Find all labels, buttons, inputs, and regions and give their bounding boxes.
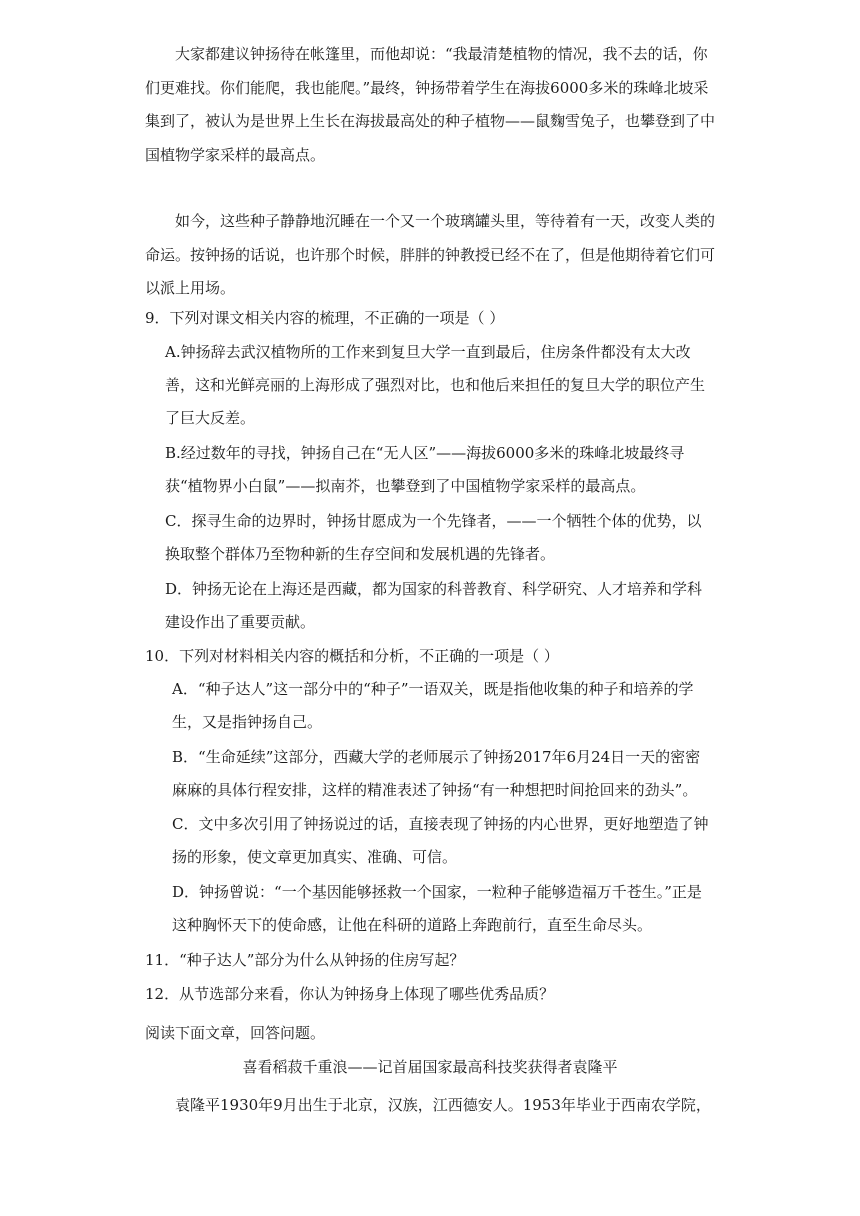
question-11: 11．“种子达人”部分为什么从钟扬的住房写起？ — [145, 951, 465, 969]
article-title: 喜看稻菽千重浪——记首届国家最高科技奖获得者袁隆平 — [242, 1058, 618, 1076]
question-9-option-c: C．探寻生命的边界时，钟扬甘愿成为一个先锋者，——一个牺牲个体的优势，以换取整个群体乃至物种新的生存空间和发展机遇的先锋者。 — [165, 512, 702, 563]
article-first-line: 袁隆平1930年9月出生于北京，汉族，江西德安人。1953年毕业于西南农学院， — [175, 1096, 711, 1114]
question-10-option-a: A．“种子达人”这一部分中的“种子”一语双关，既是指他收集的种子和培养的学生，又是指钟扬自己。 — [172, 680, 694, 731]
question-9-option-d: D．钟扬无论在上海还是西藏，都为国家的科普教育、科学研究、人才培养和学科建设作出了重要贡献。 — [165, 580, 703, 631]
question-10-option-d: D．钟扬曾说：“一个基因能够拯救一个国家，一粒种子能够造福万千苍生。”正是这种胸怀天下的使命感，让他在科研的道路上奔跑前行，直至生命尽头。 — [172, 883, 702, 934]
passage-paragraph-2: 如今，这些种子静静地沉睡在一个又一个玻璃罐头里，等待着有一天，改变人类的命运。按钟扬的话说，也许那个时候，胖胖的钟教授已经不在了，但是他期待着它们可以派上用场。 — [145, 212, 716, 297]
question-9-option-b: B.经过数年的寻找，钟扬自己在“无人区”——海拔6000多米的珠峰北坡最终寻获“植物界小白鼠”——拟南芥，也攀登到了中国植物学家采样的最高点。 — [165, 444, 685, 495]
reading-instruction: 阅读下面文章，回答问题。 — [145, 1024, 326, 1042]
passage-paragraph-1: 大家都建议钟扬待在帐篷里，而他却说：“我最清楚植物的情况，我不去的话，你们更难找。你们能爬，我也能爬。”最终，钟扬带着学生在海拔6000多米的珠峰北坡采集到了，被认为是世界上生长在海拔最高处的种子植物——鼠麴雪兔子，也攀登到了中国植物学家采样的最高点。 — [145, 45, 716, 164]
question-10-option-b: B．“生命延续”这部分，西藏大学的老师展示了钟扬2017年6月24日一天的密密麻麻的具体行程安排，这样的精准表述了钟扬“有一种想把时间抢回来的劲头”。 — [172, 748, 701, 799]
question-10-option-c: C．文中多次引用了钟扬说过的话，直接表现了钟扬的内心世界，更好地塑造了钟扬的形象，使文章更加真实、准确、可信。 — [172, 815, 709, 866]
question-12: 12．从节选部分来看，你认为钟扬身上体现了哪些优秀品质？ — [145, 985, 555, 1003]
question-9-option-a: A.钟扬辞去武汉植物所的工作来到复旦大学一直到最后，住房条件都没有太大改善，这和光鲜亮丽的上海形成了强烈对比，也和他后来担任的复旦大学的职位产生了巨大反差。 — [165, 343, 706, 427]
question-10-stem: 10．下列对材料相关内容的概括和分析，不正确的一项是（ ） — [145, 647, 559, 665]
question-9-stem: 9．下列对课文相关内容的梳理，不正确的一项是（ ） — [145, 309, 505, 327]
